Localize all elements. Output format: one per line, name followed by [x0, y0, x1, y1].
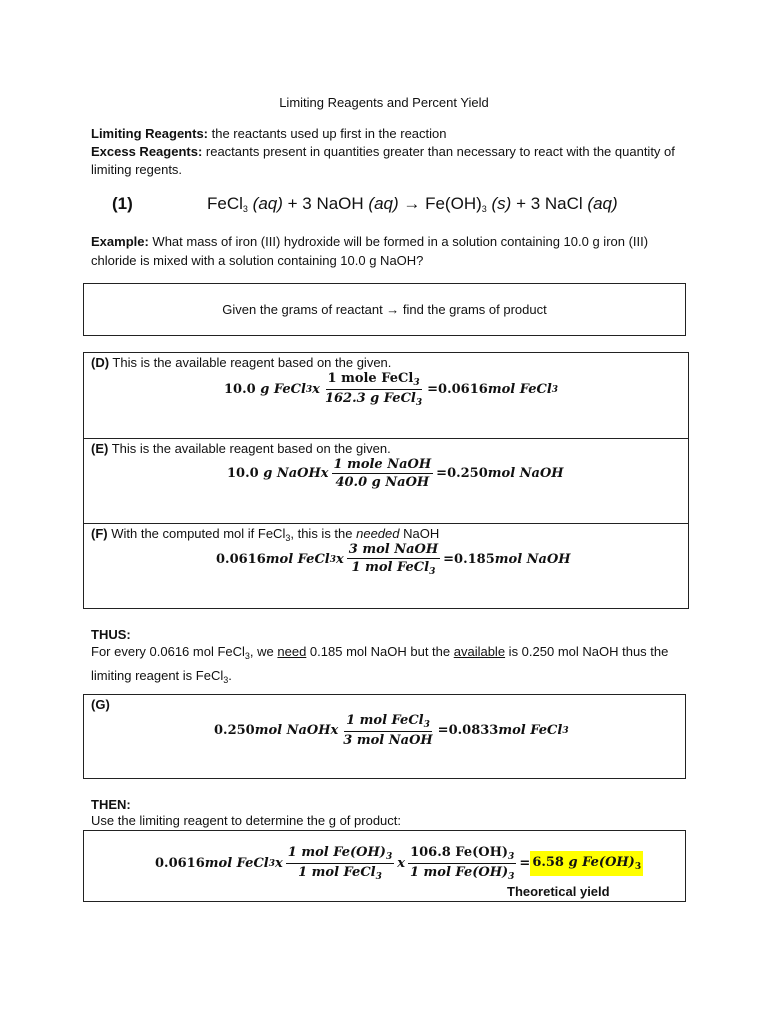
example-text: What mass of iron (III) hydroxide will be formed in a solution containing 10.0 g iron (III) chloride is mixed with a solution containing 10.0 g NaOH? — [91, 234, 649, 268]
final-calculation-box — [83, 830, 686, 902]
step-g-equation: 0.250 mol NaOH x $\frac{1 mol FeCl_3}{\text{3 mol NaOH}}$ = 0.0833 mol FeCl 3 — [214, 713, 569, 748]
step-g — [83, 694, 686, 779]
limiting-definition — [91, 125, 691, 143]
theoretical-yield-caption: Theoretical yield — [507, 884, 610, 899]
step-e-equation: 10.0 g NaOH x $\frac{\text{1 mole NaOH}}{\text{40.0 g NaOH}}$ = 0.250 mol NaOH — [227, 457, 564, 490]
limiting-label: Limiting Reagents: — [91, 126, 209, 141]
steps-table — [83, 352, 689, 609]
step-f — [84, 524, 688, 610]
limiting-text: the reactants used up first in the reaction — [208, 126, 447, 141]
example-label: Example: — [91, 234, 149, 249]
then-heading: THEN: — [91, 797, 131, 812]
given-box — [83, 283, 686, 336]
example-question — [91, 232, 691, 270]
then-text: Use the limiting reagent to determine the g of product: — [91, 813, 402, 828]
step-e — [84, 439, 688, 524]
reaction-number: (1) — [112, 194, 133, 213]
arrow-icon: → — [398, 194, 426, 213]
excess-text: reactants present in quantities greater than necessary to react with the quantity of limiting regents. — [91, 144, 675, 177]
thus-heading: THUS: — [91, 627, 131, 642]
excess-definition — [91, 143, 691, 179]
reaction-formula: FeCl$_3$ (aq) + 3 NaOH $(aq) \to Fe(OH)_3$ (s) + 3 NaCl (aq) — [207, 194, 618, 214]
step-e-caption: (E) This is the available reagent based on the given. — [91, 441, 391, 456]
step-d-caption: (D) This is the available reagent based on the given. — [91, 355, 392, 370]
step-g-caption: (G) — [91, 697, 110, 712]
step-d-equation: 10.0 g FeCl 3 x $\frac{1 mole FeCl_3}{162.3 g FeCl_3}$ = 0.0616 mol FeCl 3 — [224, 371, 559, 408]
step-f-caption: (F) With the computed mol if FeCl$_3$, this is the needed NaOH — [91, 526, 440, 543]
reaction-equation — [112, 194, 618, 214]
given-text: Given the grams of reactant → find the grams of product — [222, 302, 547, 317]
step-f-equation: 0.0616 mol FeCl 3 x $\frac{\text{3 mol NaOH}}{1 mol FeCl_3}$ = 0.185 mol NaOH — [216, 542, 571, 577]
final-equation: 0.0616 mol FeCl 3 x $\frac{1 mol Fe(OH)_3}{1 mol FeCl_3}$ x $\frac{106.8 Fe(OH)_3}{1 mol Fe(OH)_3}$ = 6.58 g $Fe(OH)_3$ — [155, 845, 642, 882]
excess-label: Excess Reagents: — [91, 144, 203, 159]
page-title: Limiting Reagents and Percent Yield — [279, 95, 489, 110]
step-d — [84, 353, 688, 439]
theoretical-yield-value: 6.58 g $Fe(OH)_3$ — [530, 851, 643, 876]
thus-text: For every 0.0616 mol FeCl$_3$, we need 0.185 mol NaOH but the available is 0.250 mol NaOH thus the limiting reagent is FeCl$_3$. — [91, 644, 669, 685]
